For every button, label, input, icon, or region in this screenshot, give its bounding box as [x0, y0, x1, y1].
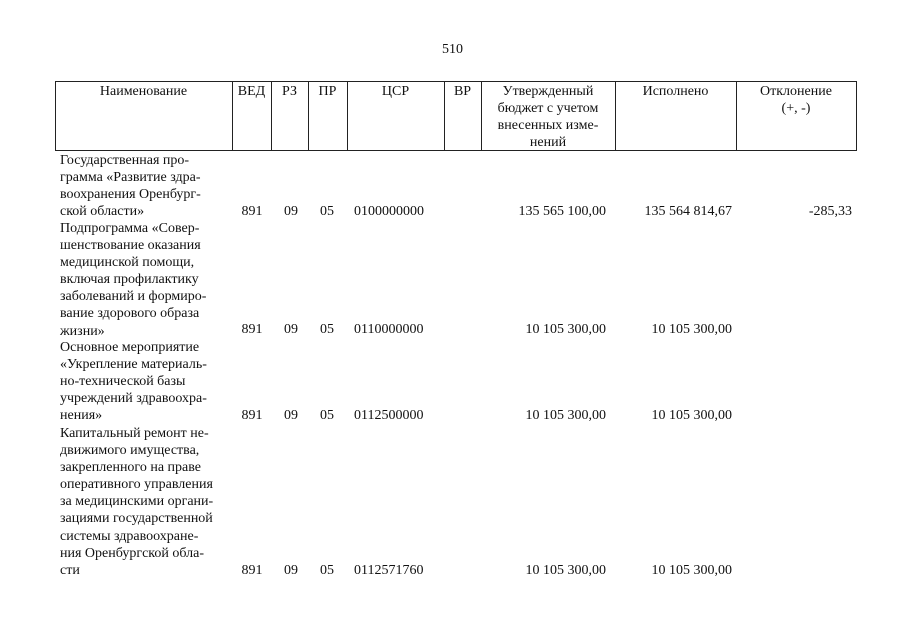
row-ved: 891	[241, 563, 263, 578]
row-budget: 135 565 100,00	[518, 204, 606, 219]
header-csr: ЦСР	[381, 84, 410, 99]
row-budget: 10 105 300,00	[525, 408, 606, 423]
row-rz: 09	[284, 322, 298, 337]
row-executed: 10 105 300,00	[651, 322, 732, 337]
header-vr: ВР	[453, 84, 472, 99]
header-pr: ПР	[318, 84, 337, 99]
row-ved: 891	[241, 408, 263, 423]
row-name: Государственная про- грамма «Развитие здра- воохранения Оренбург- ской области»	[60, 153, 201, 220]
row-pr: 05	[320, 563, 334, 578]
row-pr: 05	[320, 204, 334, 219]
header-budget: Утвержденный бюджет с учетом внесенных изме- нений	[497, 84, 599, 150]
header-executed: Исполнено	[642, 84, 709, 99]
row-executed: 10 105 300,00	[651, 563, 732, 578]
row-name: Капитальный ремонт не- движимого имущества, закрепленного на праве оперативного управления за медицинскими органи- зациями государственной системы здравоохране- ния Оренбургской обла- сти	[60, 426, 214, 578]
row-csr: 0112500000	[354, 408, 424, 423]
row-pr: 05	[320, 322, 334, 337]
row-pr: 05	[320, 408, 334, 423]
row-executed: 10 105 300,00	[651, 408, 732, 423]
row-rz: 09	[284, 563, 298, 578]
row-name: Подпрограмма «Совер- шенствование оказания медицинской помощи, включая профилактику заболеваний и формиро- вание здорового образа жизни»	[60, 221, 207, 339]
row-rz: 09	[284, 408, 298, 423]
table-header	[55, 81, 857, 151]
header-ved: ВЕД	[237, 84, 266, 99]
row-name: Основное мероприятие «Укрепление материаль- но-технической базы учреждений здравоохра- нения»	[60, 340, 207, 424]
row-executed: 135 564 814,67	[644, 204, 732, 219]
page-number: 510	[442, 42, 463, 57]
row-csr: 0100000000	[354, 204, 424, 219]
header-rz: РЗ	[282, 84, 297, 99]
row-budget: 10 105 300,00	[525, 322, 606, 337]
row-ved: 891	[241, 204, 263, 219]
row-csr: 0112571760	[354, 563, 424, 578]
header-name: Наименование	[99, 84, 188, 99]
header-deviation: Отклонение (+, -)	[760, 84, 832, 116]
row-rz: 09	[284, 204, 298, 219]
row-budget: 10 105 300,00	[525, 563, 606, 578]
row-ved: 891	[241, 322, 263, 337]
row-deviation: -285,33	[808, 204, 852, 219]
row-csr: 0110000000	[354, 322, 424, 337]
